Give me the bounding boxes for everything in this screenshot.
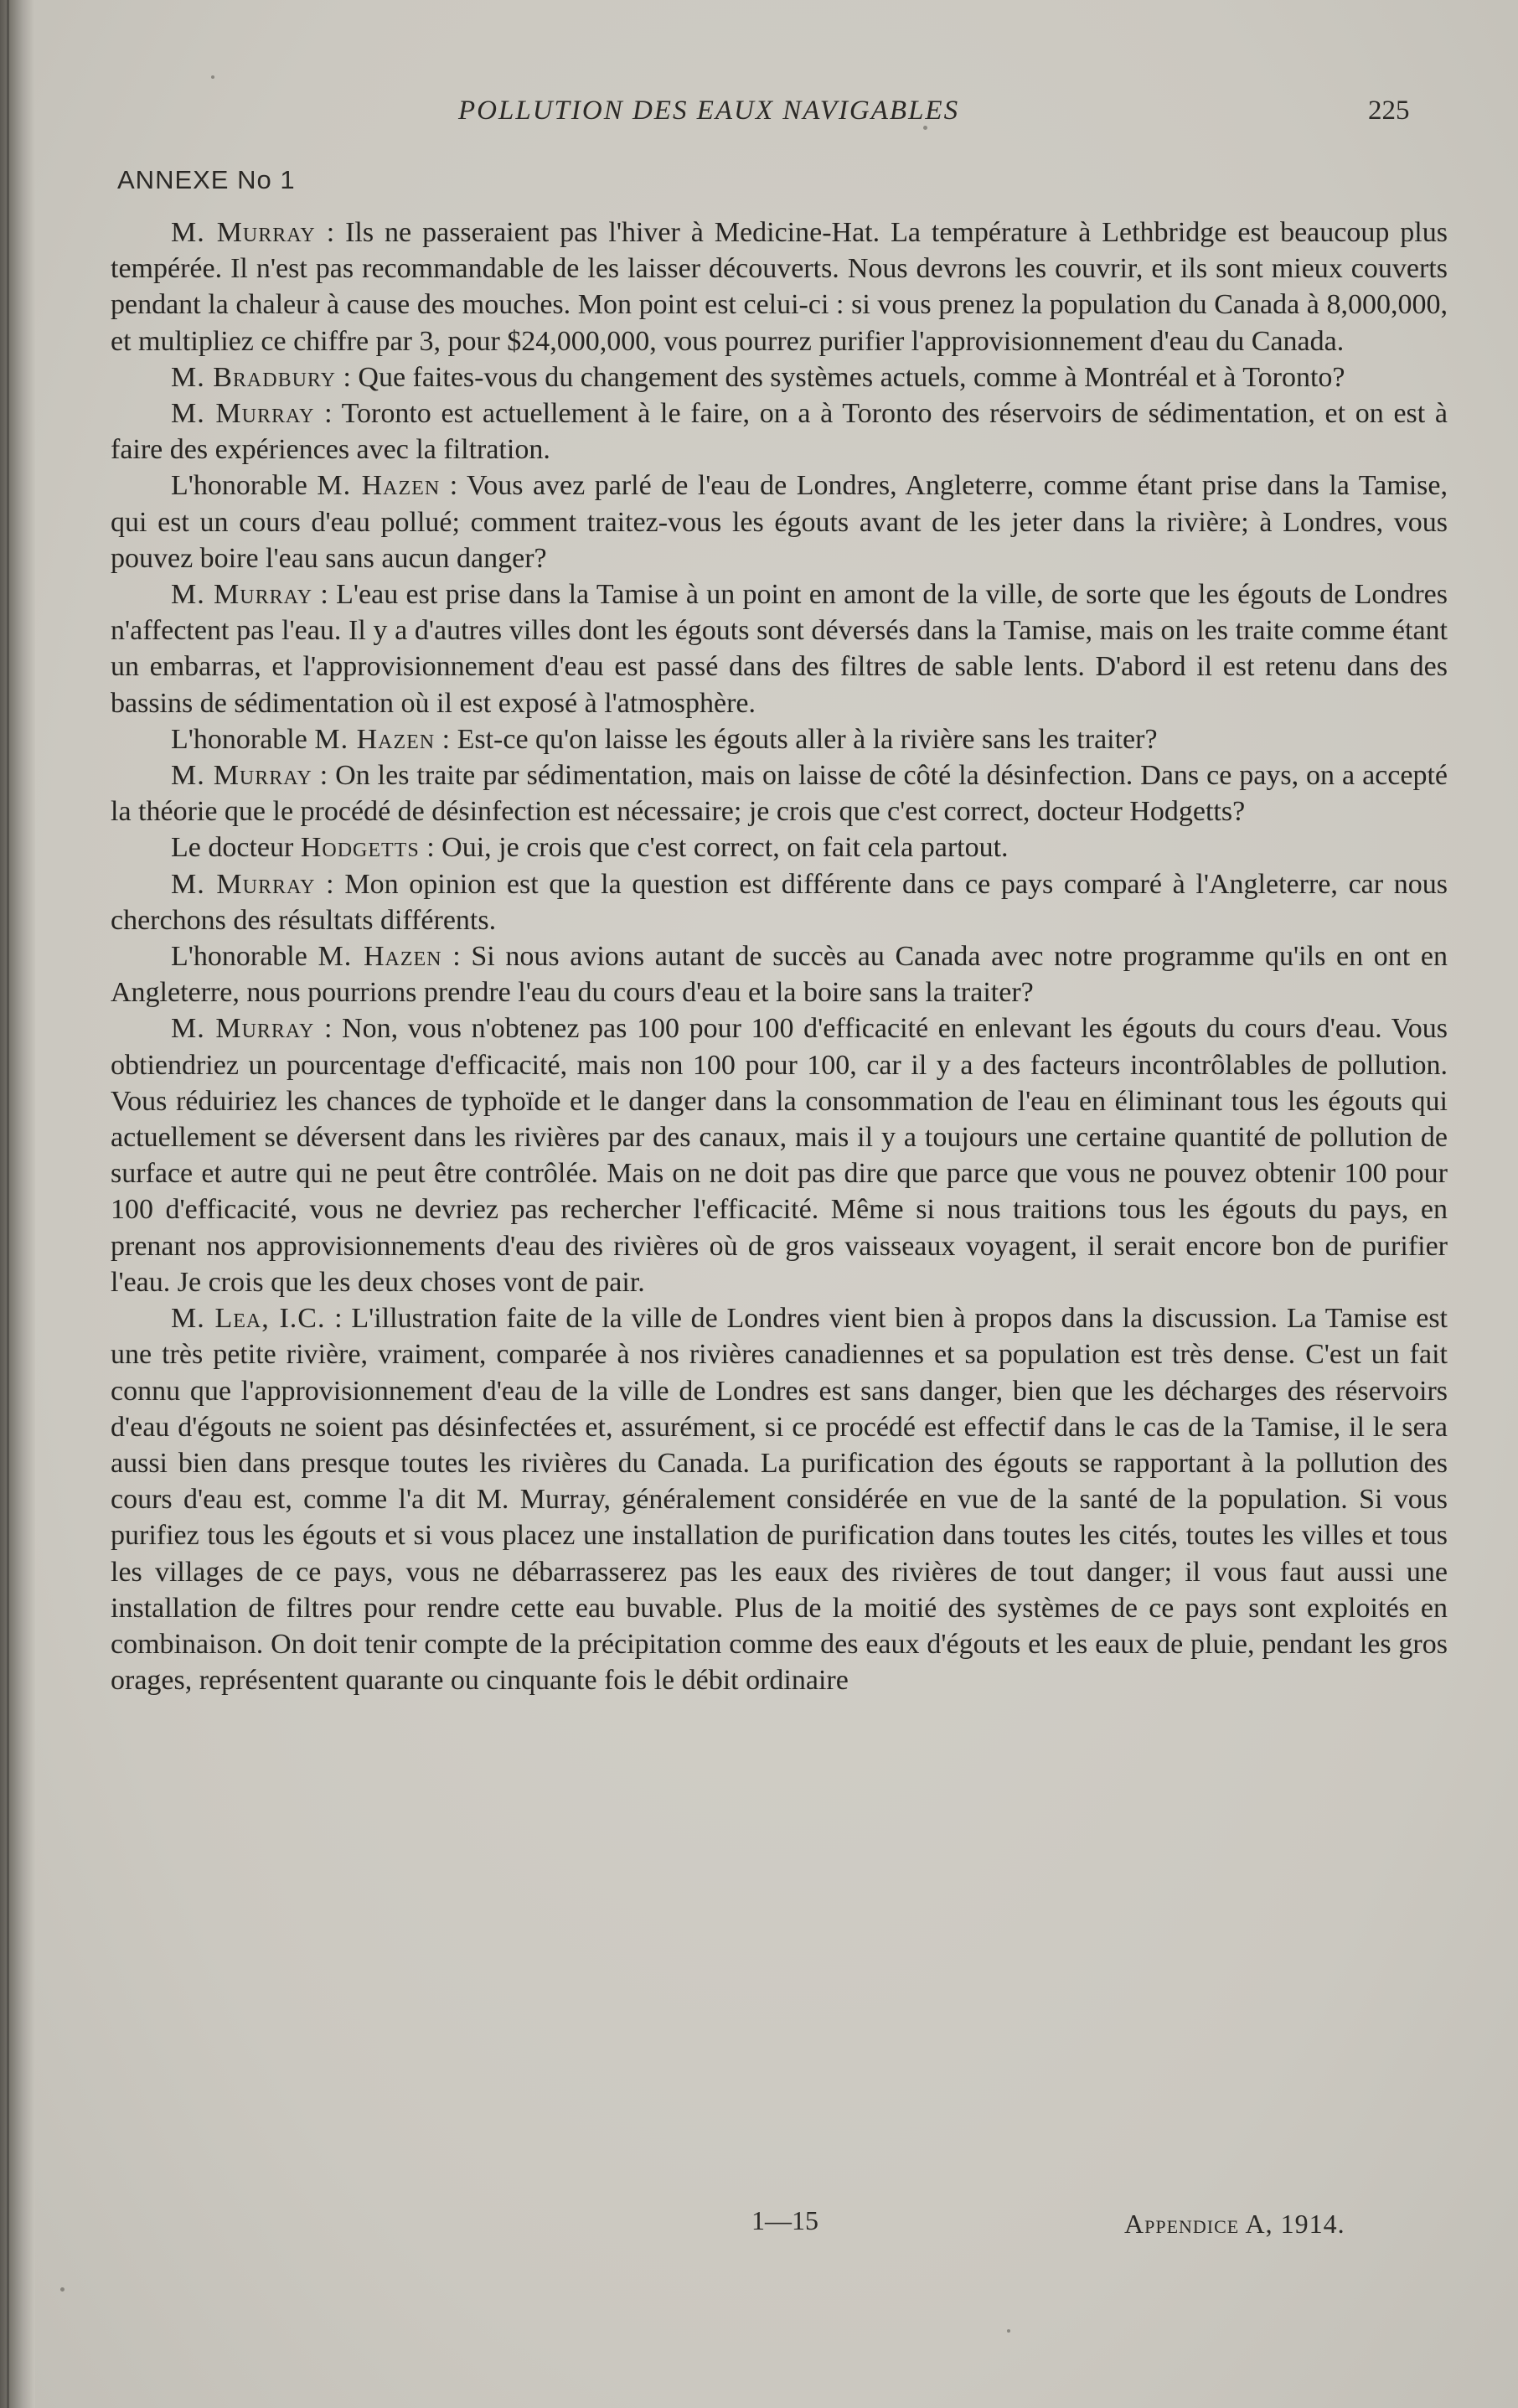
paragraph: M. Murray : Mon opinion est que la question est différente dans ce pays comparé à l'Angleterre, car nous cherchons des résultats différents. [111, 868, 1448, 936]
paper-speck [923, 126, 927, 130]
speaker-name: M. Lea, I.C. [171, 1303, 326, 1335]
page-number: 225 [1368, 96, 1410, 126]
paragraph: M. Murray : Toronto est actuellement à le faire, on a à Toronto des réservoirs de sédimentation, et on est à faire des expériences avec la filtration. [111, 398, 1448, 466]
paragraph-text: Non, vous n'obtenez pas 100 pour 100 d'efficacité en enlevant les égouts du cours d'eau. Vous obtiendriez un pourcentage d'efficacité, mais non 100 pour 100, car il y a des facteurs incontrôlables de pollution. Vous réduiriez les chances de typhoïde et le danger dans la consommation de l'eau en éliminant tous les égouts qui actuellement se déversent dans les rivières par des canaux, mais il y a toujours une certaine quantité de pollution de surface et autre qui ne peut être contrôlée. Mais on ne doit pas dire que parce que vous ne pouvez obtenir 100 pour 100 d'efficacité, vous ne devriez pas rechercher l'efficacité. Même si nous traitions tous les égouts du pays, en prenant nos approvisionnements d'eau des rivières où de gros vaisseaux voyagent, il serait encore bon de purifier l'eau. Je crois que les deux choses vont de pair. [111, 1013, 1448, 1298]
paragraph-text: Que faites-vous du changement des systèmes actuels, comme à Montréal et à Toronto? [358, 361, 1345, 393]
speaker-name: M. Bradbury [171, 361, 336, 393]
paragraph-text: Toronto est actuellement à le faire, on a à Toronto des réservoirs de sédimentation, et on est à faire des expériences avec la filtration. [111, 398, 1448, 466]
speaker-name: M. Murray [171, 217, 316, 248]
document-page [35, 0, 1518, 2408]
paragraph-text: Ils ne passeraient pas l'hiver à Medicine-Hat. La température à Lethbridge est beaucoup plus tempérée. Il n'est pas recommandable de les laisser découverts. Nous devrons les couvrir, et ils sont mieux couverts pendant la chaleur à cause des mouches. Mon point est celui-ci : si vous prenez la population du Canada à 8,000,000, et multipliez ce chiffre par 3, pour $24,000,000, vous pourrez purifier l'approvisionnement d'eau du Canada. [111, 217, 1448, 357]
paragraph: M. Murray : Non, vous n'obtenez pas 100 pour 100 d'efficacité en enlevant les égouts du cours d'eau. Vous obtiendriez un pourcentage d'efficacité, mais non 100 pour 100, car il y a des facteurs incontrôlables de pollution. Vous réduiriez les chances de typhoïde et le danger dans la consommation de l'eau en éliminant tous les égouts qui actuellement se déversent dans les rivières par des canaux, mais il y a toujours une certaine quantité de pollution de surface et autre qui ne peut être contrôlée. Mais on ne doit pas dire que parce que vous ne pouvez obtenir 100 pour 100 d'efficacité, vous ne devriez pas rechercher l'efficacité. Même si nous traitions tous les égouts du pays, en prenant nos approvisionnements d'eau des rivières où de gros vaisseaux voyagent, il serait encore bon de purifier l'eau. Je crois que les deux choses vont de pair. [111, 1013, 1448, 1298]
paragraph-text: Oui, je crois que c'est correct, on fait cela partout. [441, 832, 1009, 864]
paper-speck [1007, 2329, 1010, 2333]
paragraph: M. Murray : On les traite par sédimentation, mais on laisse de côté la désinfection. Dans ce pays, on a accepté la théorie que le procédé de désinfection est nécessaire; je crois que c'est correct, docteur Hodgetts? [111, 760, 1448, 828]
book-binding-shadow [0, 0, 35, 2408]
paragraph-text: Vous avez parlé de l'eau de Londres, Angleterre, comme étant prise dans la Tamise, qui est un cours d'eau pollué; comment traitez-vous les égouts avant de les jeter dans la rivière; à Londres, vous pouvez boire l'eau sans aucun danger? [111, 470, 1448, 574]
paragraph: M. Murray : Ils ne passeraient pas l'hiver à Medicine-Hat. La température à Lethbridge est beaucoup plus tempérée. Il n'est pas recommandable de les laisser découverts. Nous devrons les couvrir, et ils sont mieux couverts pendant la chaleur à cause des mouches. Mon point est celui-ci : si vous prenez la population du Canada à 8,000,000, et multipliez ce chiffre par 3, pour $24,000,000, vous pourrez purifier l'approvisionnement d'eau du Canada. [111, 217, 1448, 357]
speaker-name: M. Murray [171, 868, 316, 900]
paragraph: L'honorable M. Hazen : Vous avez parlé de l'eau de Londres, Angleterre, comme étant prise dans la Tamise, qui est un cours d'eau pollué; comment traitez-vous les égouts avant de les jeter dans la rivière; à Londres, vous pouvez boire l'eau sans aucun danger? [111, 470, 1448, 574]
paragraph: M. Bradbury : Que faites-vous du changement des systèmes actuels, comme à Montréal et à Toronto? [171, 361, 1345, 393]
paragraph: Le docteur Hodgetts : Oui, je crois que c'est correct, on fait cela partout. [171, 832, 1009, 864]
paragraph-text: L'illustration faite de la ville de Londres vient bien à propos dans la discussion. La Tamise est une très petite rivière, vraiment, comparée à nos rivières canadiennes et sa population est très dense. C'est un fait connu que l'approvisionnement d'eau de la ville de Londres est sans danger, bien que les décharges des réservoirs d'eau d'égouts ne soient pas désinfectées et, assurément, si ce procédé est effectif dans le cas de la Tamise, il le sera aussi bien dans presque toutes les rivières du Canada. La purification des égouts se rapportant à la pollution des cours d'eau est, comme l'a dit M. Murray, généralement considérée en vue de la santé de la population. Si vous purifiez tous les égouts et si vous placez une installation de purification dans toutes les cités, toutes les villes et tous les villages de ce pays, vous ne débarrasserez pas les eaux des rivières de tout danger; il vous faut aussi une installation de filtres pour rendre cette eau buvable. Plus de la moitié des systèmes de ce pays sont exploités en combinaison. On doit tenir compte de la précipitation comme des eaux d'égouts et les eaux de pluie, pendant les gros orages, représentent quarante ou cinquante fois le débit ordinaire [111, 1303, 1448, 1697]
paragraph: L'honorable M. Hazen : Si nous avions autant de succès au Canada avec notre programme qu'ils en ont en Angleterre, nous pourrions prendre l'eau du cours d'eau et la boire sans la traiter? [111, 941, 1448, 1009]
speaker-name: M. Hazen [314, 723, 436, 755]
printer-signature: 1—15 [751, 2205, 818, 2235]
annex-label: ANNEXE No 1 [117, 165, 296, 194]
appendix-reference: Appendice A, 1914. [1124, 2209, 1345, 2239]
paper-speck [211, 75, 214, 79]
speaker-name: M. Murray [171, 579, 313, 611]
speaker-name: M. Murray [171, 1013, 315, 1045]
body-text [111, 214, 1448, 1698]
speaker-name: M. Hazen [317, 470, 441, 502]
paragraph: L'honorable M. Hazen : Est-ce qu'on laisse les égouts aller à la rivière sans les traiter? [171, 723, 1158, 755]
paragraph-text: L'eau est prise dans la Tamise à un point en amont de la ville, de sorte que les égouts de Londres n'affectent pas l'eau. Il y a d'autres villes dont les égouts sont déversés dans la Tamise, mais on les traite comme étant un embarras, et l'approvisionnement d'eau est passé dans des filtres de sable lents. D'abord il est retenu dans des bassins de sédimentation où il est exposé à l'atmosphère. [111, 579, 1448, 719]
speaker-name: Hodgetts [300, 832, 420, 864]
running-title: POLLUTION DES EAUX NAVIGABLES [458, 96, 960, 126]
paragraph: M. Murray : L'eau est prise dans la Tamise à un point en amont de la ville, de sorte que les égouts de Londres n'affectent pas l'eau. Il y a d'autres villes dont les égouts sont déversés dans la Tamise, mais on les traite comme étant un embarras, et l'approvisionnement d'eau est passé dans des filtres de sable lents. D'abord il est retenu dans des bassins de sédimentation où il est exposé à l'atmosphère. [111, 579, 1448, 719]
paragraph-text: On les traite par sédimentation, mais on laisse de côté la désinfection. Dans ce pays, on a accepté la théorie que le procédé de désinfection est nécessaire; je crois que c'est correct, docteur Hodgetts? [111, 760, 1448, 828]
speaker-name: M. Murray [171, 398, 315, 430]
paragraph-text: Est-ce qu'on laisse les égouts aller à la rivière sans les traiter? [457, 723, 1158, 755]
binding-edge [7, 0, 9, 2408]
paragraph-text: Si nous avions autant de succès au Canada avec notre programme qu'ils en ont en Angleterre, nous pourrions prendre l'eau du cours d'eau et la boire sans la traiter? [111, 941, 1448, 1009]
paragraph: M. Lea, I.C. : L'illustration faite de la ville de Londres vient bien à propos dans la discussion. La Tamise est une très petite rivière, vraiment, comparée à nos rivières canadiennes et sa population est très dense. C'est un fait connu que l'approvisionnement d'eau de la ville de Londres est sans danger, bien que les décharges des réservoirs d'eau d'égouts ne soient pas désinfectées et, assurément, si ce procédé est effectif dans le cas de la Tamise, il le sera aussi bien dans presque toutes les rivières du Canada. La purification des égouts se rapportant à la pollution des cours d'eau est, comme l'a dit M. Murray, généralement considérée en vue de la santé de la population. Si vous purifiez tous les égouts et si vous placez une installation de purification dans toutes les cités, toutes les villes et tous les villages de ce pays, vous ne débarrasserez pas les eaux des rivières de tout danger; il vous faut aussi une installation de filtres pour rendre cette eau buvable. Plus de la moitié des systèmes de ce pays sont exploités en combinaison. On doit tenir compte de la précipitation comme des eaux d'égouts et les eaux de pluie, pendant les gros orages, représentent quarante ou cinquante fois le débit ordinaire [111, 1303, 1448, 1697]
speaker-name: M. Murray [171, 760, 312, 792]
paragraph-text: Mon opinion est que la question est différente dans ce pays comparé à l'Angleterre, car nous cherchons des résultats différents. [111, 868, 1448, 936]
speaker-name: M. Hazen [318, 941, 442, 973]
paper-speck [60, 2287, 65, 2292]
